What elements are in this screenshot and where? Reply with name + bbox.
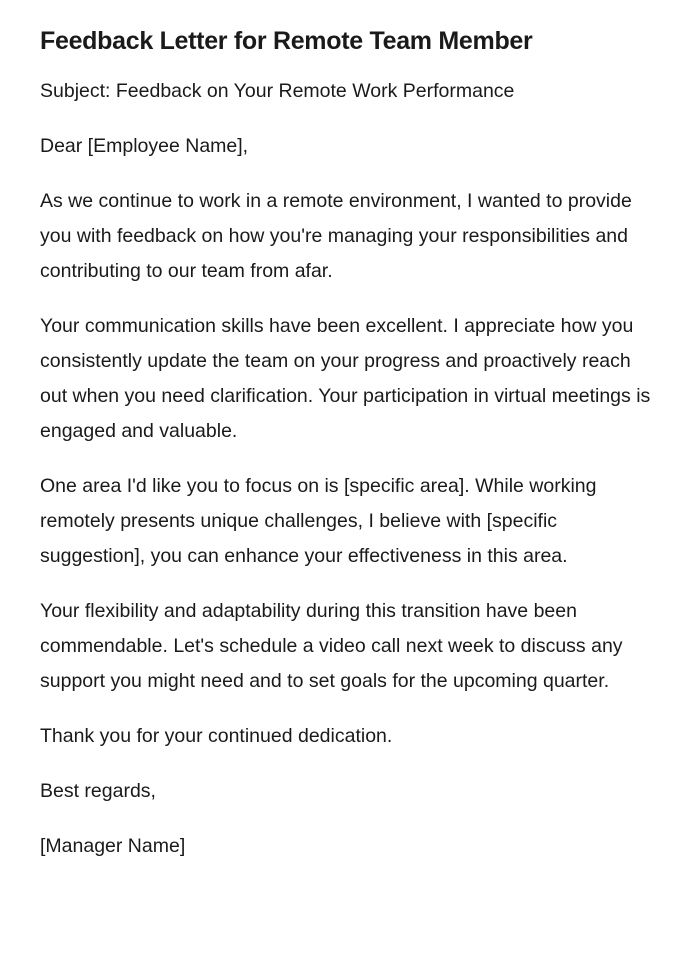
letter-title: Feedback Letter for Remote Team Member	[40, 27, 533, 55]
subject-line: Subject: Feedback on Your Remote Work Performance	[40, 80, 515, 102]
body-paragraph: Your flexibility and adaptability during this transition have been commendable. Let's schedule a video call next week to discuss any support you might need and to set goals for the upcoming quarter.	[40, 600, 623, 692]
body-paragraph: As we continue to work in a remote environment, I wanted to provide you with feedback on how you're managing your responsibilities and contributing to our team from afar.	[40, 190, 632, 282]
body-paragraph: Your communication skills have been excellent. I appreciate how you consistently update the team on your progress and proactively reach out when you need clarification. Your participation in virtual meetings is engaged and valuable.	[40, 315, 651, 442]
closing-thanks: Thank you for your continued dedication.	[40, 725, 393, 747]
signature-name: [Manager Name]	[40, 835, 186, 857]
sign-off: Best regards,	[40, 780, 156, 802]
body-paragraph: One area I'd like you to focus on is [specific area]. While working remotely presents unique challenges, I believe with [specific suggestion], you can enhance your effectiveness in this area.	[40, 475, 597, 567]
salutation: Dear [Employee Name],	[40, 135, 249, 157]
